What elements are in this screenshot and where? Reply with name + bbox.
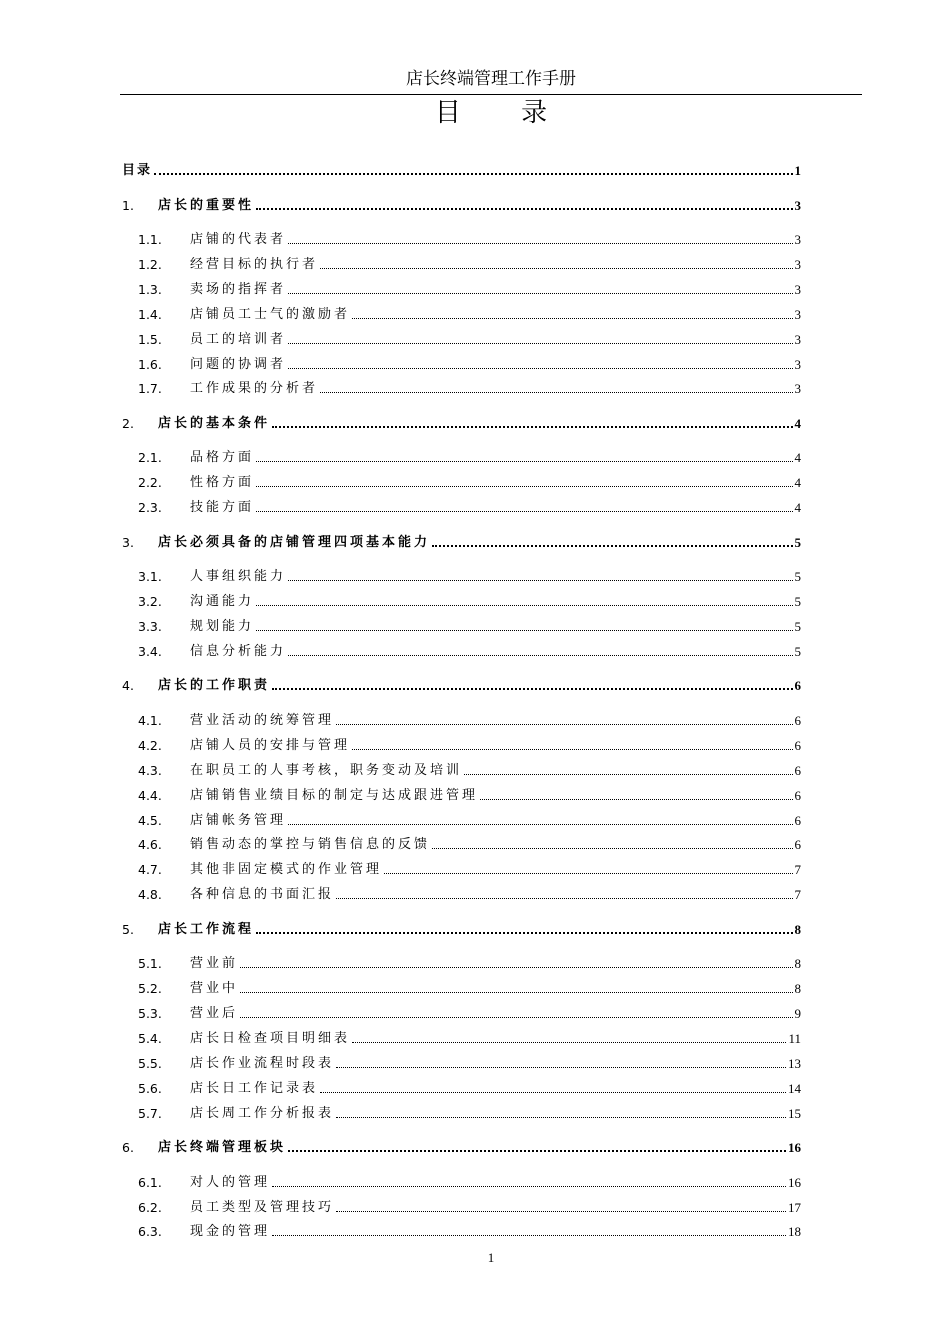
- toc-section[interactable]: [122, 1132, 801, 1156]
- toc-subsection-page: 17: [788, 1199, 801, 1215]
- toc-subsection-title: 员工的培训者: [190, 331, 287, 347]
- toc-subsection-title: 员工类型及管理技巧: [190, 1199, 335, 1215]
- toc-subsection-page: 7: [794, 862, 801, 878]
- toc-section-page: 3: [794, 197, 801, 213]
- toc-subsection-page: 4: [794, 500, 801, 516]
- toc-subsection-title: 沟通能力: [190, 594, 255, 610]
- toc-subsection-title: 营业中: [190, 981, 239, 997]
- dot-leader: [272, 426, 792, 428]
- dot-leader: [256, 511, 792, 512]
- toc-subsection[interactable]: [122, 349, 801, 373]
- toc-subsection[interactable]: [122, 1073, 801, 1097]
- dot-leader: [256, 932, 792, 934]
- toc-subsection-number: 5.5.: [138, 1055, 162, 1071]
- toc-subsection-page: 6: [794, 712, 801, 728]
- toc-section[interactable]: [122, 670, 801, 694]
- toc-subsection-page: 6: [794, 787, 801, 803]
- dot-leader: [336, 1067, 786, 1068]
- toc-subsection-page: 6: [794, 737, 801, 753]
- toc-subsection-title: 店铺人员的安排与管理: [190, 737, 351, 753]
- toc-subsection-page: 5: [794, 643, 801, 659]
- toc-subsection-title: 营业活动的统筹管理: [190, 712, 335, 728]
- dot-leader: [336, 1117, 786, 1118]
- toc-subsection-page: 3: [794, 232, 801, 247]
- dot-leader: [256, 486, 792, 487]
- toc-subsection[interactable]: [122, 611, 801, 635]
- toc-section-number: 1.: [122, 197, 134, 213]
- toc-heading: 目 录: [434, 98, 574, 128]
- dot-leader: [320, 392, 792, 393]
- toc-subsection-title: 卖场的指挥者: [190, 281, 287, 297]
- toc-subsection-page: 6: [794, 812, 801, 828]
- toc-subsection[interactable]: [122, 805, 801, 829]
- toc-subsection-number: 2.2.: [138, 475, 162, 491]
- dot-leader: [288, 243, 792, 244]
- toc-subsection-title: 店长作业流程时段表: [190, 1055, 335, 1071]
- toc-subsection-number: 6.2.: [138, 1199, 162, 1215]
- toc-subsection-number: 1.4.: [138, 306, 162, 322]
- toc-subsection-number: 1.7.: [138, 381, 162, 397]
- toc-section-number: 5.: [122, 921, 134, 937]
- toc-subsection[interactable]: [122, 586, 801, 610]
- toc-section-number: 3.: [122, 534, 134, 550]
- toc-subsection[interactable]: [122, 879, 801, 903]
- toc-subsection-page: 3: [794, 356, 801, 372]
- toc-subsection-title: 在职员工的人事考核，职务变动及培训: [190, 762, 463, 778]
- dot-leader: [288, 368, 792, 369]
- dot-leader: [432, 545, 792, 547]
- toc-subsection-number: 2.3.: [138, 500, 162, 516]
- toc-subsection-title: 品格方面: [190, 450, 255, 466]
- toc-subsection[interactable]: [122, 973, 801, 997]
- toc-section-page: 5: [794, 534, 801, 550]
- page-number: 1: [487, 1250, 495, 1265]
- toc-subsection-number: 2.1.: [138, 450, 162, 466]
- dot-leader: [256, 630, 792, 631]
- toc-subsection[interactable]: [122, 467, 801, 491]
- toc-subsection-page: 18: [788, 1224, 801, 1240]
- dot-leader: [432, 848, 792, 849]
- toc-subsection-number: 5.6.: [138, 1080, 162, 1096]
- toc-subsection-title: 店铺的代表者: [190, 232, 287, 247]
- toc-subsection[interactable]: [122, 324, 801, 348]
- toc-section-number: 4.: [122, 678, 134, 694]
- toc-subsection-number: 6.1.: [138, 1174, 162, 1190]
- toc-section[interactable]: [122, 527, 801, 551]
- dot-leader: [288, 343, 792, 344]
- toc-subsection-page: 3: [794, 381, 801, 397]
- toc-subsection[interactable]: [122, 442, 801, 466]
- toc-subsection[interactable]: [122, 998, 801, 1022]
- dot-leader: [336, 898, 792, 899]
- dot-leader: [256, 461, 792, 462]
- toc-subsection-page: 8: [794, 981, 801, 997]
- toc-subsection-number: 5.4.: [138, 1030, 162, 1046]
- dot-leader: [272, 688, 792, 690]
- toc-subsection-page: 9: [794, 1006, 801, 1021]
- toc-subsection-number: 3.4.: [138, 643, 162, 659]
- toc-subsection-number: 6.3.: [138, 1224, 162, 1240]
- toc-subsection-page: 4: [794, 450, 801, 466]
- dot-leader: [352, 749, 792, 750]
- dot-leader: [288, 1150, 786, 1152]
- toc-subsection-page: 16: [788, 1174, 801, 1190]
- toc-subsection-page: 3: [794, 306, 801, 322]
- toc-subsection-page: 5: [794, 619, 801, 634]
- toc-subsection[interactable]: [122, 780, 801, 804]
- toc-subsection-number: 5.7.: [138, 1105, 162, 1121]
- toc-subsection-page: 7: [794, 887, 801, 903]
- dot-leader: [480, 799, 792, 800]
- dot-leader: [352, 318, 792, 319]
- toc-subsection[interactable]: [122, 1192, 801, 1216]
- toc-section-page: 16: [788, 1140, 801, 1156]
- toc-subsection[interactable]: [122, 705, 801, 729]
- dot-leader: [320, 268, 792, 269]
- toc-subsection-number: 4.8.: [138, 887, 162, 903]
- toc-subsection[interactable]: [122, 299, 801, 323]
- toc-section-page: 8: [794, 921, 801, 937]
- toc-subsection[interactable]: [122, 730, 801, 754]
- toc-subsection-title: 各种信息的书面汇报: [190, 887, 335, 903]
- toc-subsection-page: 5: [794, 569, 801, 585]
- toc-subsection-page: 11: [788, 1030, 801, 1046]
- toc-subsection-number: 1.1.: [138, 232, 162, 247]
- toc-subsection-title: 技能方面: [190, 500, 255, 516]
- toc-subsection-number: 3.1.: [138, 569, 162, 585]
- toc-subsection-title: 店铺帐务管理: [190, 812, 287, 828]
- toc-section-number: 6.: [122, 1140, 134, 1156]
- toc-subsection-page: 6: [794, 762, 801, 778]
- toc-subsection-title: 营业前: [190, 956, 239, 972]
- toc-subsection-number: 5.1.: [138, 956, 162, 972]
- toc-subsection[interactable]: [122, 1216, 801, 1240]
- toc-subsection-number: 3.3.: [138, 619, 162, 634]
- toc-subsection[interactable]: [122, 561, 801, 585]
- toc-subsection[interactable]: [122, 249, 801, 273]
- toc-subsection-page: 3: [794, 331, 801, 347]
- toc-subsection-number: 4.7.: [138, 862, 162, 878]
- toc-subsection-page: 5: [794, 594, 801, 610]
- toc-subsection-title: 店铺销售业绩目标的制定与达成跟进管理: [190, 787, 479, 803]
- toc-subsection-title: 店铺员工士气的激励者: [190, 306, 351, 322]
- dot-leader: [154, 173, 792, 175]
- toc-entry-page: 1: [794, 163, 801, 178]
- toc-subsection-title: 营业后: [190, 1006, 239, 1021]
- dot-leader: [384, 873, 792, 874]
- toc-subsection-number: 5.3.: [138, 1006, 162, 1021]
- dot-leader: [288, 293, 792, 294]
- toc-subsection[interactable]: [122, 1023, 801, 1047]
- dot-leader: [272, 1186, 786, 1187]
- toc-section-title: 店长工作流程: [158, 921, 255, 937]
- toc-subsection-number: 1.5.: [138, 331, 162, 347]
- toc-subsection-title: 店长日工作记录表: [190, 1080, 319, 1096]
- toc-subsection-title: 问题的协调者: [190, 356, 287, 372]
- toc-subsection[interactable]: [122, 492, 801, 516]
- toc-subsection-number: 5.2.: [138, 981, 162, 997]
- toc-entry-title: 目录: [122, 163, 153, 178]
- dot-leader: [240, 967, 792, 968]
- toc-section[interactable]: [122, 408, 801, 432]
- toc-subsection-number: 1.2.: [138, 256, 162, 272]
- toc-subsection[interactable]: [122, 755, 801, 779]
- toc-section-page: 4: [794, 415, 801, 431]
- toc-section-number: 2.: [122, 415, 134, 431]
- toc-subsection-title: 店长日检查项目明细表: [190, 1030, 351, 1046]
- toc-subsection[interactable]: [122, 1098, 801, 1122]
- toc-subsection[interactable]: [122, 1048, 801, 1072]
- toc-section-title: 店长的工作职责: [158, 678, 271, 694]
- toc-subsection-title: 销售动态的掌控与销售信息的反馈: [190, 837, 431, 853]
- dot-leader: [288, 824, 792, 825]
- toc-subsection-title: 现金的管理: [190, 1224, 271, 1240]
- toc-subsection[interactable]: [122, 948, 801, 972]
- toc-section[interactable]: [122, 190, 801, 214]
- dot-leader: [288, 655, 792, 656]
- toc-subsection-number: 4.2.: [138, 737, 162, 753]
- dot-leader: [256, 208, 792, 210]
- toc-subsection-number: 4.4.: [138, 787, 162, 803]
- toc-subsection-number: 4.6.: [138, 837, 162, 853]
- toc-subsection-title: 其他非固定模式的作业管理: [190, 862, 383, 878]
- dot-leader: [320, 1092, 786, 1093]
- dot-leader: [464, 774, 792, 775]
- dot-leader: [272, 1235, 786, 1236]
- toc-subsection-number: 1.6.: [138, 356, 162, 372]
- toc-section[interactable]: [122, 914, 801, 938]
- toc-subsection[interactable]: [122, 373, 801, 397]
- toc-subsection-title: 人事组织能力: [190, 569, 287, 585]
- toc-entry-root[interactable]: [122, 155, 801, 179]
- toc-subsection-title: 经营目标的执行者: [190, 256, 319, 272]
- toc-subsection-number: 4.1.: [138, 712, 162, 728]
- toc-section-page: 6: [794, 678, 801, 694]
- toc-section-title: 店长的基本条件: [158, 415, 271, 431]
- running-header-title: 店长终端管理工作手册: [406, 69, 576, 89]
- toc-subsection-title: 店长周工作分析报表: [190, 1105, 335, 1121]
- toc-subsection[interactable]: [122, 636, 801, 660]
- toc-subsection[interactable]: [122, 274, 801, 298]
- toc-subsection-number: 3.2.: [138, 594, 162, 610]
- dot-leader: [352, 1042, 786, 1043]
- toc-subsection-title: 信息分析能力: [190, 643, 287, 659]
- toc-subsection-page: 8: [794, 956, 801, 972]
- toc-section-title: 店长终端管理板块: [158, 1140, 287, 1156]
- dot-leader: [240, 992, 792, 993]
- toc-subsection-number: 4.5.: [138, 812, 162, 828]
- toc-subsection-title: 规划能力: [190, 619, 255, 634]
- toc-subsection-page: 6: [794, 837, 801, 853]
- toc-subsection-title: 对人的管理: [190, 1174, 271, 1190]
- toc-subsection-title: 性格方面: [190, 475, 255, 491]
- toc-subsection[interactable]: [122, 224, 801, 248]
- toc-subsection[interactable]: [122, 1167, 801, 1191]
- toc-subsection-title: 工作成果的分析者: [190, 381, 319, 397]
- toc-subsection-page: 3: [794, 281, 801, 297]
- toc-subsection-page: 14: [788, 1080, 801, 1096]
- toc-subsection[interactable]: [122, 854, 801, 878]
- dot-leader: [240, 1017, 792, 1018]
- toc-subsection-page: 4: [794, 475, 801, 491]
- toc-subsection-number: 4.3.: [138, 762, 162, 778]
- dot-leader: [336, 724, 792, 725]
- dot-leader: [288, 580, 792, 581]
- toc-section-title: 店长必须具备的店铺管理四项基本能力: [158, 534, 431, 550]
- dot-leader: [256, 605, 792, 606]
- toc-subsection-number: 1.3.: [138, 281, 162, 297]
- toc-section-title: 店长的重要性: [158, 197, 255, 213]
- toc-subsection-page: 3: [794, 256, 801, 272]
- toc-subsection-page: 13: [788, 1055, 801, 1071]
- toc-subsection[interactable]: [122, 829, 801, 853]
- toc-subsection-page: 15: [788, 1105, 801, 1121]
- dot-leader: [336, 1211, 786, 1212]
- header-rule: [120, 94, 862, 95]
